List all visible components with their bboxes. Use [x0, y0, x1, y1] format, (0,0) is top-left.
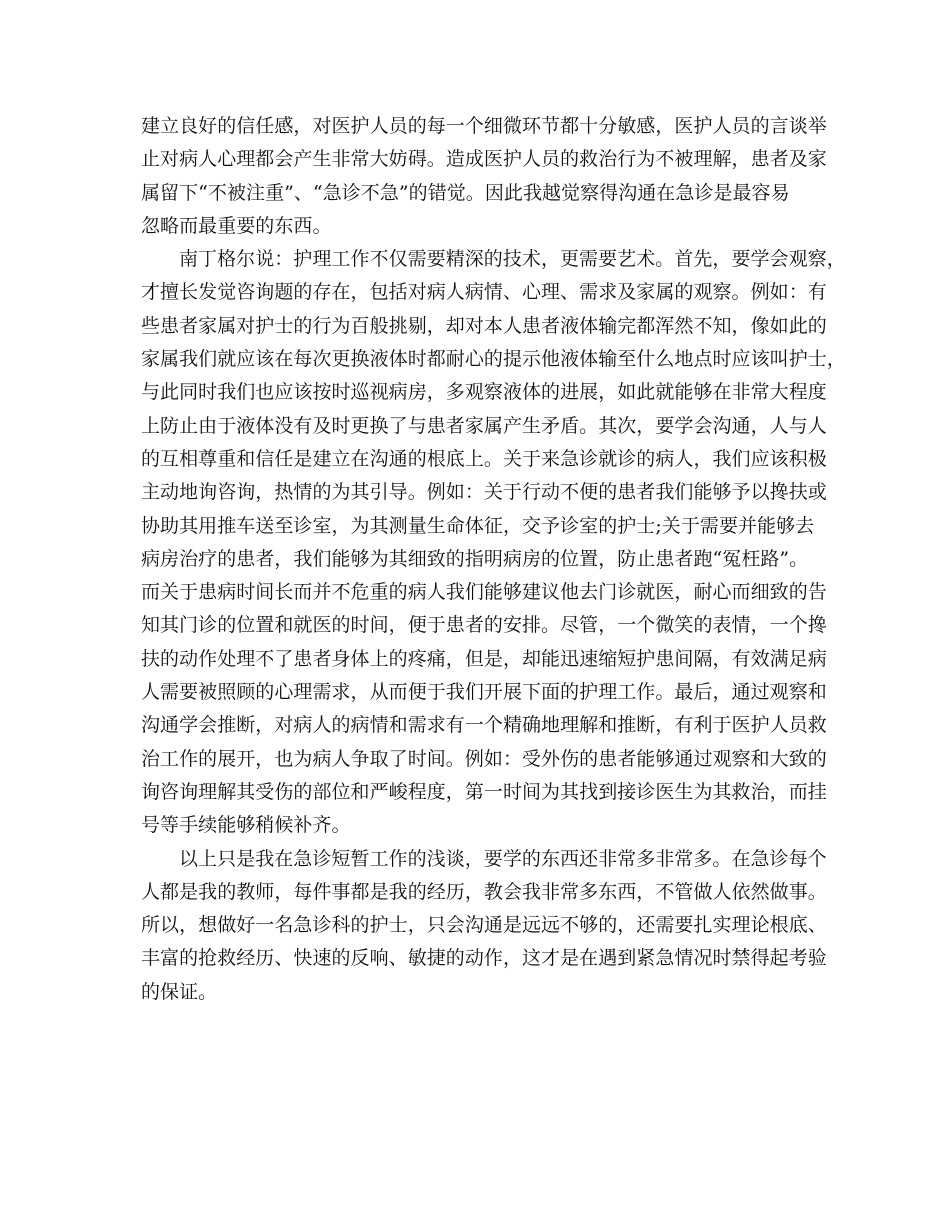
text-line: 人都是我的教师，每件事都是我的经历，教会我非常多东西，不管做人依然做事。 — [141, 880, 827, 903]
document-body — [141, 110, 846, 1009]
text-line: 治工作的展开，也为病人争取了时间。例如：受外伤的患者能够通过观察和大致的 — [141, 747, 827, 770]
text-line: 丰富的抢救经历、快速的反响、敏捷的动作，这才是在遇到紧急情况时禁得起考验 — [141, 947, 827, 970]
text-line: 人需要被照顾的心理需求，从而便于我们开展下面的护理工作。最后，通过观察和 — [141, 681, 827, 704]
paragraph-nightingale — [141, 243, 846, 842]
text-line: 知其门诊的位置和就医的时间，便于患者的安排。尽管，一个微笑的表情，一个搀 — [141, 614, 827, 637]
text-line: 止对病人心理都会产生非常大妨碍。造成医护人员的救治行为不被理解，患者及家 — [141, 148, 827, 171]
text-line: 忽略而最重要的东西。 — [141, 214, 332, 237]
text-line: 扶的动作处理不了患者身体上的疼痛，但是，却能迅速缩短护患间隔，有效满足病 — [141, 647, 827, 670]
text-line: 沟通学会推断，对病人的病情和需求有一个精确地理解和推断，有利于医护人员救 — [141, 714, 827, 737]
text-line: 的保证。 — [141, 980, 218, 1003]
text-line: 协助其用推车送至诊室，为其测量生命体征，交予诊室的护士;关于需要并能够去 — [141, 514, 815, 537]
text-line: 号等手续能够稍候补齐。 — [141, 814, 351, 837]
text-line: 才擅长发觉咨询题的存在，包括对病人病情、心理、需求及家属的观察。例如：有 — [141, 281, 827, 304]
text-line: 与此同时我们也应该按时巡视病房，多观察液体的进展，如此就能够在非常大程度 — [141, 381, 827, 404]
text-line: 询咨询理解其受伤的部位和严峻程度，第一时间为其找到接诊医生为其救治，而挂 — [141, 780, 827, 803]
text-line: 以上只是我在急诊短暂工作的浅谈，要学的东西还非常多非常多。在急诊每个 — [179, 847, 827, 870]
text-line: 所以，想做好一名急诊科的护士，只会沟通是远远不够的，还需要扎实理论根底、 — [141, 914, 827, 937]
paragraph-trust — [141, 110, 827, 243]
text-line: 些患者家属对护士的行为百般挑剔，却对本人患者液体输完都浑然不知，像如此的 — [141, 314, 827, 337]
text-line: 主动地询咨询，热情的为其引导。例如：关于行动不便的患者我们能够予以搀扶或 — [141, 481, 827, 504]
text-line: 病房治疗的患者，我们能够为其细致的指明病房的位置，防止患者跑“冤枉路”。 — [141, 547, 809, 570]
text-line: 南丁格尔说：护理工作不仅需要精深的技术，更需要艺术。首先，要学会观察， — [179, 248, 846, 271]
text-line: 建立良好的信任感，对医护人员的每一个细微环节都十分敏感，医护人员的言谈举 — [141, 115, 827, 137]
text-line: 家属我们就应该在每次更换液体时都耐心的提示他液体输至什么地点时应该叫护士， — [141, 348, 846, 371]
text-line: 属留下“不被注重”、“急诊不急”的错觉。因此我越觉察得沟通在急诊是最容易 — [141, 181, 790, 204]
paragraph-conclusion — [141, 843, 827, 1009]
text-line: 上防止由于液体没有及时更换了与患者家属产生矛盾。其次，要学会沟通，人与人 — [141, 414, 827, 437]
text-line: 而关于患病时间长而并不危重的病人我们能够建议他去门诊就医，耐心而细致的告 — [141, 581, 827, 604]
text-line: 的互相尊重和信任是建立在沟通的根底上。关于来急诊就诊的病人，我们应该积极 — [141, 447, 827, 470]
